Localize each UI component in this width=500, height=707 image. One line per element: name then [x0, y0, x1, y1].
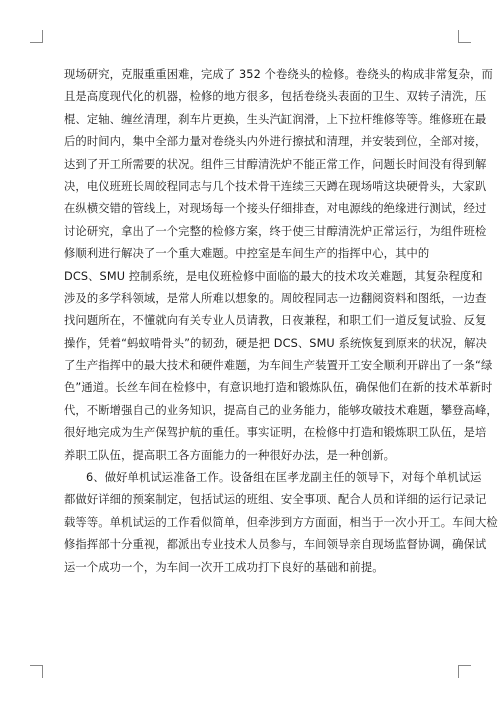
text-line: 讨论研究，拿出了一个完整的检修方案，终于使三甘醇清洗炉正常运行，为组件班检 — [64, 224, 487, 238]
text-line: 找问题所在，不懂就向有关专业人员请教，日夜兼程，和职工们一道反复试验、反复 — [64, 314, 487, 328]
paragraph-trial-run — [64, 467, 498, 579]
text-line: 后的时间内，集中全部力量对卷绕头内外进行擦拭和清理，并安装到位，全部对接， — [64, 135, 487, 149]
crop-mark-bottom-left — [30, 665, 43, 678]
text-line: 修指挥部十分重视，都派出专业技术人员参与，车间领导亲自现场监督协调，确保试 — [64, 538, 487, 552]
text-line: 运一个成功一个，为车间一次开工成功打下良好的基础和前提。 — [64, 560, 384, 574]
text-line: 养职工队伍，提高职工各方面能力的一种很好办法，是一种创新。 — [64, 448, 396, 462]
text-line: 且是高度现代化的机器，检修的地方很多，包括卷绕头表面的卫生、双转子清洗，压 — [64, 90, 487, 104]
document-body — [64, 64, 498, 579]
text-line: 色”通道。长丝车间在检修中，有意识地打造和锻炼队伍，确保他们在新的技术革新时 — [64, 381, 493, 395]
text-line: 棍、定轴、缠丝清理，刹车片更换，生头汽缸润滑，上下拉杆维修等等。维修班在最 — [64, 112, 487, 126]
text-line: 修顺利进行解决了一个重大难题。中控室是车间生产的指挥中心，其中的 — [64, 247, 430, 261]
text-line: 6、做好单机试运准备工作。设备组在匡孝龙副主任的领导下，对每个单机试运 — [86, 471, 482, 485]
text-line: 在纵横交错的管线上，对现场每一个接头仔细排查，对电源线的绝缘进行测试，经过 — [64, 202, 487, 216]
text-line: 了生产指挥中的最大技术和硬件难题，为车间生产装置开工安全顺利开辟出了一条“绿 — [64, 359, 493, 373]
text-line: 载等等。单机试运的工作看似简单，但牵涉到方方面面，相当于一次小开工。车间大检 — [64, 515, 498, 529]
text-line: 操作，凭着“蚂蚁啃骨头”的韧劲，硬是把 DCS、SMU 系统恢复到原来的状况，解决 — [64, 336, 487, 350]
text-line: 都做好详细的预案制定，包括试运的班组、安全事项、配合人员和详细的运行记录记 — [64, 493, 487, 507]
text-line: 很好地完成为生产保驾护航的重任。事实证明，在检修中打造和锻炼职工队伍，是培 — [64, 426, 487, 440]
text-line: DCS、SMU 控制系统，是电仪班检修中面临的最大的技术攻关难题，其复杂程度和 — [64, 269, 483, 283]
crop-mark-bottom-right — [458, 665, 471, 678]
text-line: 决，电仪班班长周皎程同志与几个技术骨干连续三天蹲在现场啃这块硬骨头，大家趴 — [64, 179, 487, 193]
text-line: 现场研究，克服重重困难，完成了 352 个卷绕头的检修。卷绕头的构成非常复杂，而 — [64, 68, 493, 81]
paragraph-repair-work — [64, 64, 498, 467]
crop-mark-top-left — [30, 30, 43, 43]
text-line: 涉及的多学科领域，是常人所难以想象的。周皎程同志一边翻阅资料和图纸，一边查 — [64, 291, 487, 305]
text-line: 达到了开工所需要的状况。组件三甘醇清洗炉不能正常工作，问题长时间没有得到解 — [64, 157, 487, 171]
text-line: 代，不断增强自己的业务知识，提高自己的业务能力，能够攻破技术难题，攀登高峰， — [64, 403, 498, 417]
crop-mark-top-right — [458, 30, 471, 43]
